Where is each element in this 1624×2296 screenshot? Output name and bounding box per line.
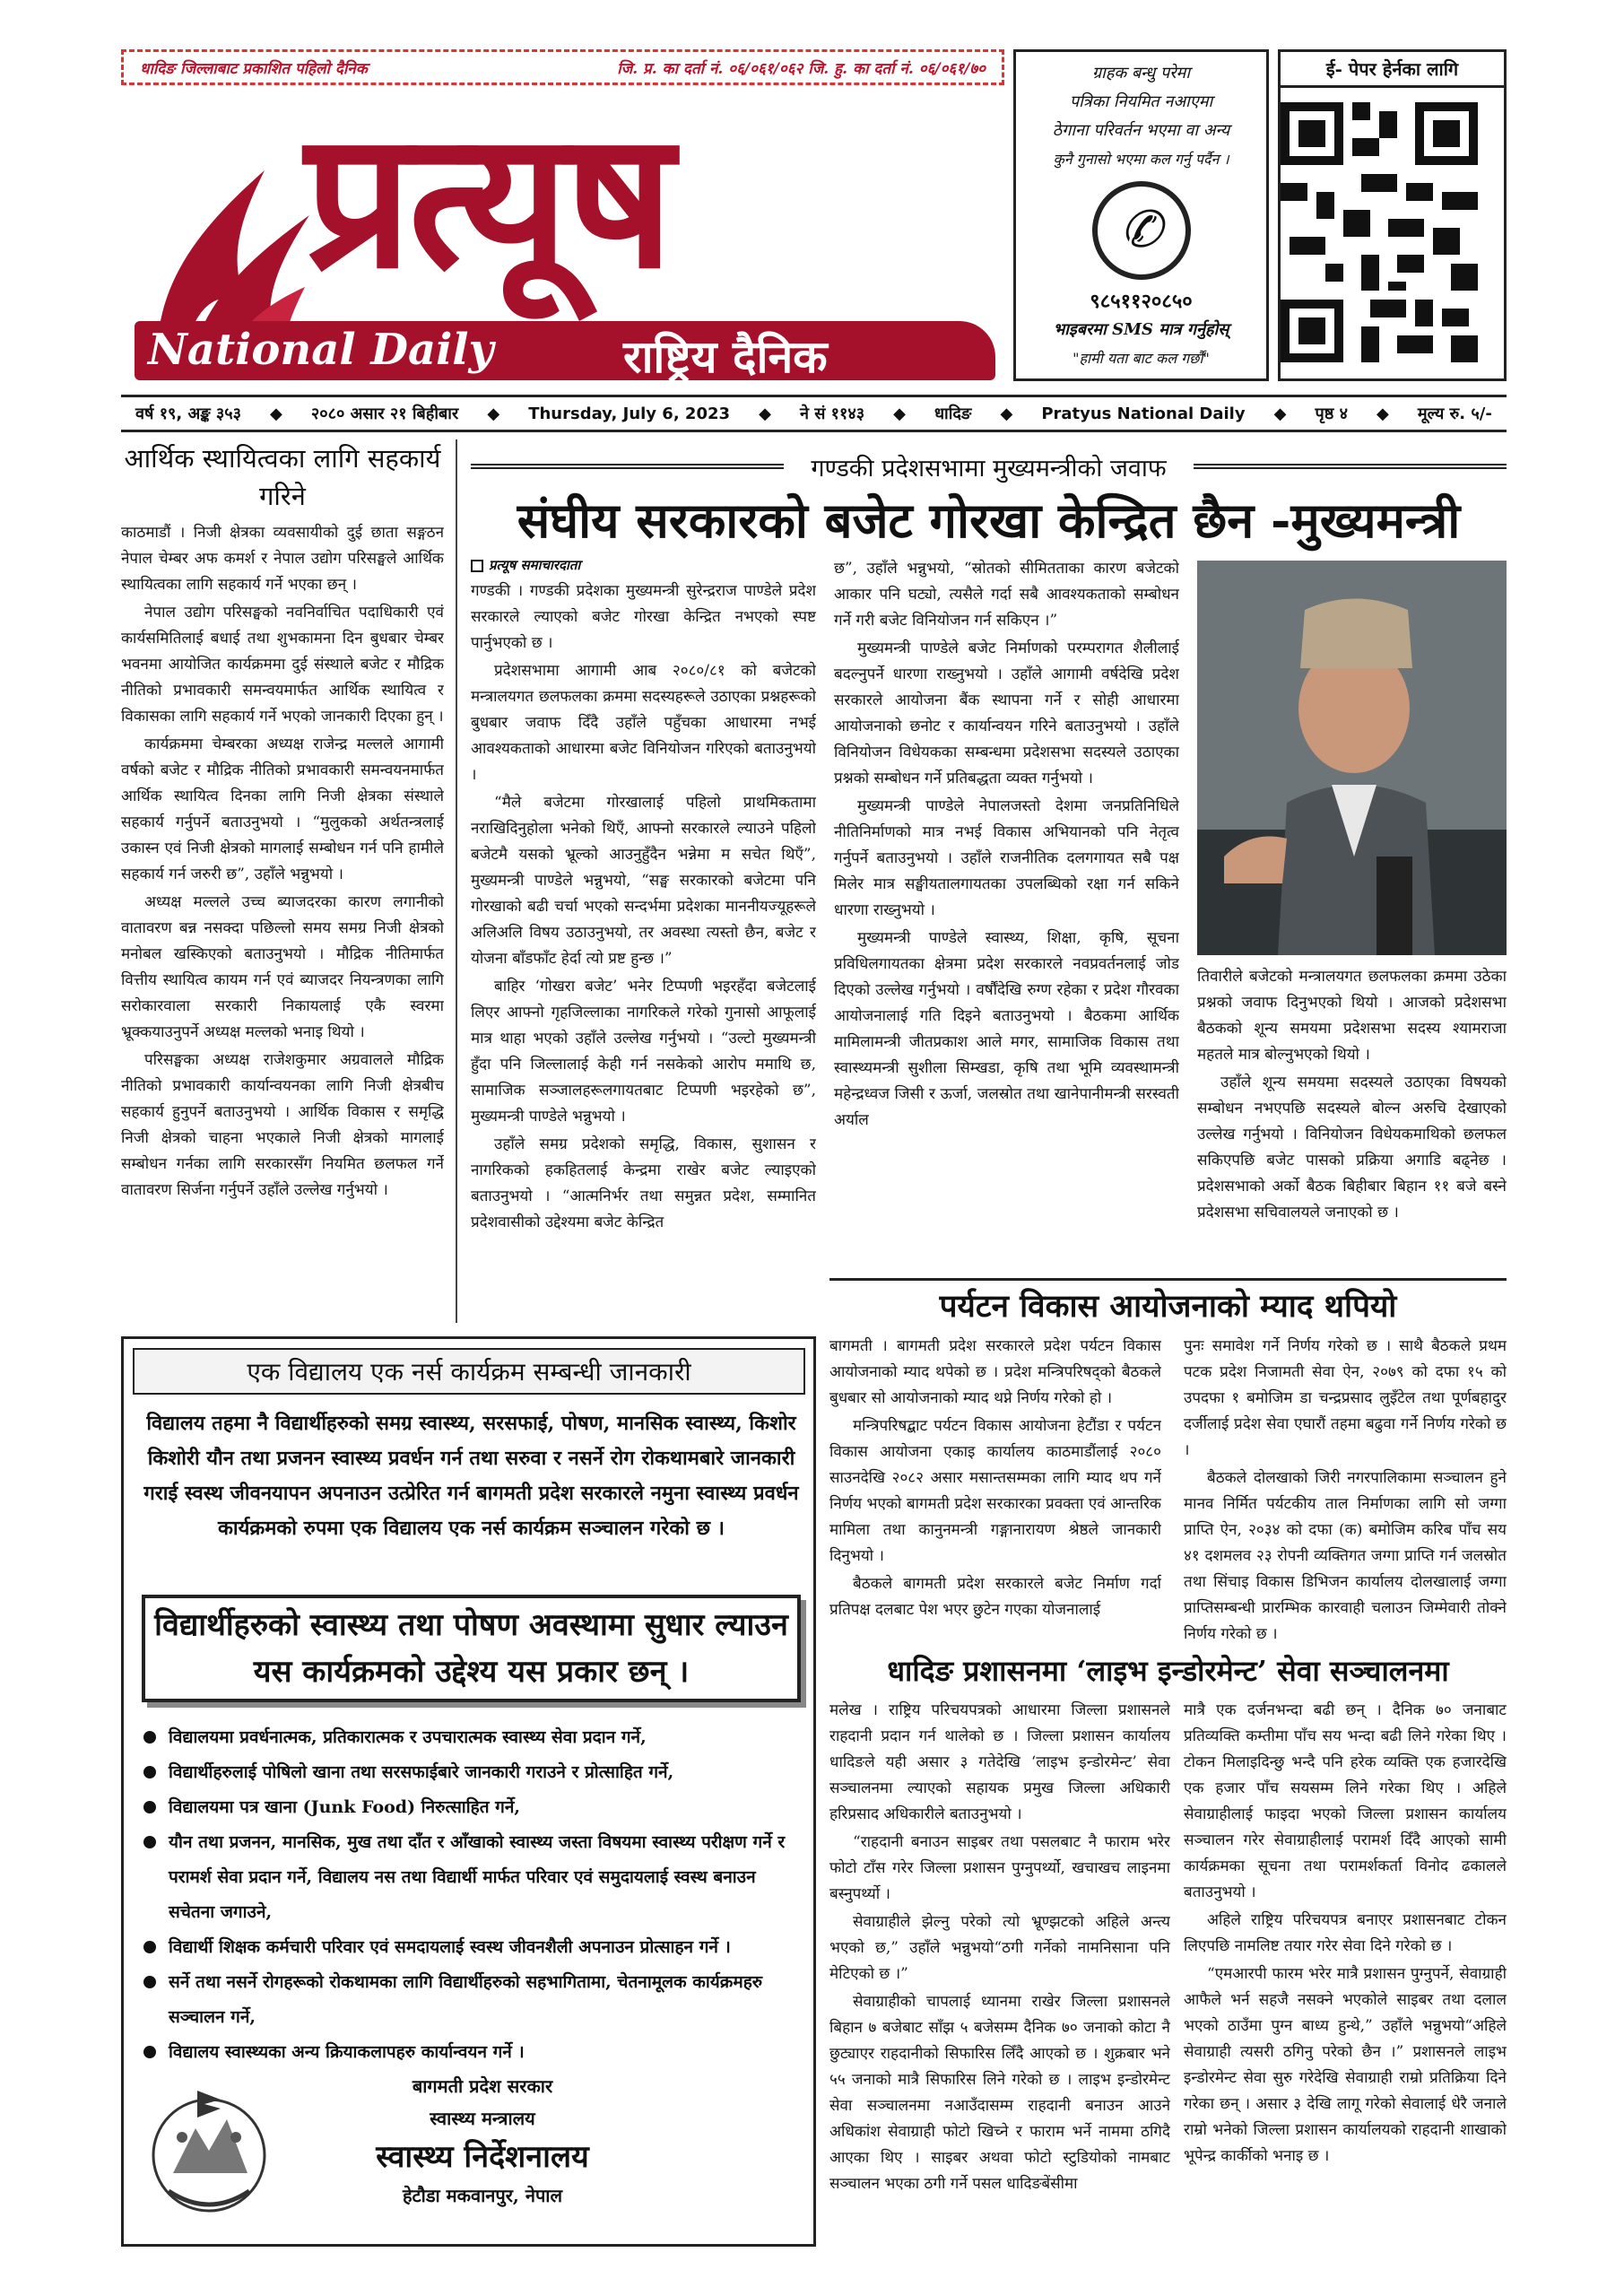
list-item: सर्ने तथा नसर्ने रोगहरूको रोकथामका लागि विद्यार्थीहरुको सहभागितामा, चेतनामूलक कार्यक्रमहरु सञ्चालन गर्ने, bbox=[142, 1965, 805, 2035]
license-col2-para: “एमआरपी फारम भरेर मात्रै प्रशासन पुग्नुपर्ने, सेवाग्राही आफैले भर्न सहजै नसक्ने भएकोले साइबर तथा दलाल भएको ठाउँमा पुग्न बाध्य हुन्थे,” उहाँले भन्नुभयो“अहिले सेवाग्राही त्यसरी ठगिनु परेको छैन ।” प्रशासनले लाइभ इन्डोरमेन्ट सेवा सुरु गरेदेखि सेवाग्राही राम्रो प्रतिक्रिया दिने गरेका छन् । असार ३ देखि लागू गरेको सेवालाई धेरै जनाले राम्रो भनेको जिल्ला प्रशासन कार्यालयको राहदानी शाखाको भूपेन्द्र कार्कीको भनाइ छ । bbox=[1184, 1965, 1507, 2165]
tourism-col1-para: मन्त्रिपरिषद्बाट पर्यटन विकास आयोजना हेटौंडा र पर्यटन विकास आयोजना एकाइ कार्यालय काठमाडौंलाई २०८० साउनदेखि २०८२ असार मसान्तसम्मका लागि म्याद थप गर्ने निर्णय भएको बागमती प्रदेश सरकारका प्रवक्ता एवं आन्तरिक मामिला तथा कानुनमन्त्री गङ्गानारायण श्रेष्ठले जानकारी दिनुभयो । bbox=[829, 1417, 1161, 1565]
main-col2-para: छ”, उहाँले भन्नुभयो, “स्रोतको सीमितताका कारण बजेटको आकार पनि घट्यो, त्यसैले गर्दा सबै आवश्यकताको सम्बोधन गर्ने गरी बजेट विनियोजन गर्न सकिएन ।” bbox=[834, 560, 1179, 630]
list-item: विद्यार्थी शिक्षक कर्मचारी परिवार एवं समदायलाई स्वस्थ जीवनशैली अपनाउन प्रोत्साहन गर्ने । bbox=[142, 1930, 805, 1965]
left-story-para-5: परिसङ्घका अध्यक्ष राजेशकुमार अग्रवालले मौद्रिक नीतिको प्रभावकारी कार्यान्वयनका लागि निजी क्षेत्रबीच सहकार्य हुनुपर्ने बताउनुभयो । आर्थिक विकास र समृद्धि निजी क्षेत्रको चाहना भएकाले निजी क्षेत्रको मागलाई सम्बोधन गर्नका लागि सरकारसँग नियमित छलफल गर्ने वातावरण सिर्जना गर्नुपर्ने उहाँले उल्लेख गर्नुभयो । bbox=[121, 1051, 444, 1199]
column-divider bbox=[456, 439, 457, 1323]
main-story-kicker bbox=[471, 448, 1507, 484]
epaper-box bbox=[1278, 49, 1507, 381]
viber-sms-note: भाइबरमा SMS मात्र गर्नुहोस् bbox=[1053, 320, 1229, 339]
logo-nepali: राष्ट्रिय दैनिक bbox=[623, 330, 828, 383]
notice-objective-line-1: विद्यार्थीहरुको स्वास्थ्य तथा पोषण अवस्थामा सुधार ल्याउन bbox=[154, 1607, 788, 1643]
notice-objective-line-2: यस कार्यक्रमको उद्देश्य यस प्रकार छन् । bbox=[253, 1654, 690, 1690]
phone-icon: ✆ bbox=[1092, 181, 1191, 280]
dateline-paper: Pratyus National Daily bbox=[1041, 404, 1246, 423]
left-story-body bbox=[121, 520, 444, 1323]
license-col1-para: “राहदानी बनाउन साइबर तथा पसलबाट नै फाराम भरेर फोटो टाँस गरेर जिल्ला प्रशासन पुग्नुपर्थ्यो, खचाखच लाइनमा बस्नुपर्थ्यो । bbox=[829, 1833, 1170, 1903]
viber-contact-box bbox=[1013, 49, 1269, 381]
main-story-headline: संघीय सरकारको बजेट गोरखा केन्द्रित छैन -मुख्यमन्त्री bbox=[517, 491, 1461, 549]
logo-english: National Daily bbox=[148, 325, 494, 375]
left-story-para-2: नेपाल उद्योग परिसङ्घको नवनिर्वाचित पदाधिकारी एवं कार्यसमितिलाई बधाई तथा शुभकामना दिन बुधबार चेम्बर भवनमा आयोजित कार्यक्रममा दुई संस्थाले बजेट र मौद्रिक नीतिको प्रभावकारी समन्वयमार्फत आर्थिक स्थायित्व र विकासका लागि सहकार्य गर्ने भएको जानकारी दिएका हुन् । bbox=[121, 604, 444, 726]
main-col2-para: मुख्यमन्त्री पाण्डेले स्वास्थ्य, शिक्षा, कृषि, सूचना प्रविधिलगायतका क्षेत्रमा प्रदेश सरकारले नवप्रवर्तनलाई जोड दिएको उल्लेख गर्नुभयो । वर्षौंदेखि रुग्ण रहेका र प्रदेश गौरवका आयोजनालाई गति दिइने बताउनुभयो । बैठकमा आर्थिक मामिलामन्त्री जीतप्रकाश आले मगर, सामाजिक विकास तथा स्वास्थ्यमन्त्री सुशीला सिम्खडा, कृषि तथा भूमि व्यवस्थामन्त्री महेन्द्रध्वज जिसी र ऊर्जा, जलस्रोत तथा खानेपानीमन्त्री सरस्वती अर्याल bbox=[834, 929, 1179, 1129]
main-col2-para: मुख्यमन्त्री पाण्डेले नेपालजस्तो देशमा जनप्रतिनिधिले नीतिनिर्माणको मात्र नभई विकास अभियानको पनि नेतृत्व गर्नुपर्ने बताउनुभयो । उहाँले राजनीतिक दलगगायत सबै पक्ष मिलेर मात्र सङ्घीयतालगायतका उपलब्धिको रक्षा गर्न सकिने धारणा राख्नुभयो । bbox=[834, 797, 1179, 919]
notice-objective-list bbox=[142, 1720, 805, 2070]
notice-body: विद्यालय तहमा नै विद्यार्थीहरुको समग्र स्वास्थ्य, सरसफाई, पोषण, मानसिक स्वास्थ्य, किशोर किशोरी यौन तथा प्रजनन स्वास्थ्य प्रवर्धन गर्न तथा सरुवा र नसर्ने रोग रोकथामबारे जानकारी गराई स्वस्थ जीवनयापन अपनाउन उत्प्रेरित गर्न बागमती प्रदेश सरकारले नमुना स्वास्थ्य प्रवर्धन कार्यक्रमको रुपमा एक विद्यालय एक नर्स कार्यक्रम सञ्चालन गरेको छ । bbox=[143, 1412, 799, 1540]
list-item: विद्यालय स्वास्थ्यका अन्य क्रियाकलापहरु कार्यान्वयन गर्ने । bbox=[142, 2035, 805, 2070]
masthead-registration-strip bbox=[121, 49, 1004, 85]
license-col1-para: मलेख । राष्ट्रिय परिचयपत्रको आधारमा जिल्ला प्रशासनले राहदानी प्रदान गर्न थालेको छ । जिल्ला प्रशासन कार्यालय धादिङले यही असार ३ गतेदेखि ‘लाइभ इन्डोरमेन्ट’ सेवा सञ्चालनमा ल्याएको सहायक प्रमुख जिल्ला अधिकारी हरिप्रसाद अधिकारीले बताउनुभयो । bbox=[829, 1701, 1170, 1823]
license-col-1 bbox=[829, 1698, 1170, 2249]
main-story-col-1 bbox=[471, 578, 816, 1323]
viber-line-1: ग्राहक बन्धु परेमा bbox=[1092, 64, 1190, 83]
notice-title: एक विद्यालय एक नर्स कार्यक्रम सम्बन्धी जानकारी bbox=[133, 1348, 805, 1395]
main-col1-para: उहाँले समग्र प्रदेशको समृद्धि, विकास, सुशासन र नागरिकको हकहितलाई केन्द्रमा राखेर बजेट ल्याइएको बताउनुभयो । “आत्मनिर्भर तथा समुन्नत प्रदेश, सम्मानित प्रदेशवासीको उद्देश्यमा बजेट केन्द्रित bbox=[471, 1135, 816, 1231]
dateline-english-date: Thursday, July 6, 2023 bbox=[528, 404, 731, 423]
chief-minister-photo bbox=[1197, 561, 1507, 955]
viber-line-2: पत्रिका नियमित नआएमा bbox=[1069, 92, 1213, 111]
tourism-col1-para: बैठकले बागमती प्रदेश सरकारले बजेट निर्माण गर्दा प्रतिपक्ष दलबाट पेश भएर छुटेन गएका योजनालाई bbox=[829, 1575, 1161, 1619]
main-col1-para: गण्डकी । गण्डकी प्रदेशका मुख्यमन्त्री सुरेन्द्रराज पाण्डेले प्रदेश सरकारले ल्याएको बजेट गोरखा केन्द्रित नभएको स्पष्ट पार्नुभएको छ । bbox=[471, 582, 816, 652]
tourism-col2-para: बैठकले दोलखाको जिरी नगरपालिकामा सञ्चालन हुने मानव निर्मित पर्यटकीय ताल निर्माणका लागि सो जग्गा प्राप्ति ऐन, २०३४ को दफा (क) बमोजिम करिब पाँच सय ४१ दशमलव २३ रोपनी व्यक्तिगत जग्गा प्राप्ति गर्न जलस्रोत तथा सिंचाइ विकास डिभिजन कार्यालय दोलखालाई जग्गा प्राप्तिसम्बन्धी प्रारम्भिक कारवाही चलाउन जिम्मेवारी तोक्ने निर्णय गरेको छ । bbox=[1184, 1469, 1507, 1643]
viber-tagline: "हामी यता बाट कल गर्छौं" bbox=[1073, 350, 1210, 367]
tourism-headline: पर्यटन विकास आयोजनाको म्याद थपियो bbox=[939, 1288, 1397, 1325]
dateline-nepali-date: २०८० असार २१ बिहीबार bbox=[310, 404, 459, 423]
main-col2-para: मुख्यमन्त्री पाण्डेले बजेट निर्माणको परम्परागत शैलीलाई बदल्नुपर्ने धारणा राख्नुभयो । उहाँले आगामी वर्षदेखि प्रदेश सरकारले आयोजना बैंक स्थापना गर्ने र सोही आधारमा आयोजनाको छनोट र कार्यान्वयन गरिने बताउनुभयो । उहाँले विनियोजन विधेयकका सम्बन्धमा प्रदेशसभा सदस्यले उठाएका प्रश्नको सम्बोधन गर्ने प्रतिबद्धता व्यक्त गर्नुभयो । bbox=[834, 639, 1179, 787]
license-col1-para: सेवाग्राहीको चापलाई ध्यानमा राखेर जिल्ला प्रशासनले बिहान ७ बजेबाट साँझ ५ बजेसम्म दैनिक ७० जनाको कोटा नै छुट्याएर राहदानीको सिफारिस लिँदै आएको छ । शुक्रबार भने ५५ जनाको मात्रै सिफारिस लिने गरेको छ । लाइभ इन्डोरमेन्ट सेवा सञ्चालनमा नआउँदासम्म राहदानी बनाउन आउने अधिकांश सेवाग्राही फोटो खिच्ने र फाराम भर्ने नाममा ठगिदै आएका थिए । साइबर अथवा फोटो स्टुडियोको नामबाट सञ्चालन भएका ठगी गर्ने पसल धादिङबेंसीमा bbox=[829, 1993, 1170, 2193]
notice-objective-box bbox=[142, 1595, 801, 1702]
dateline-page: पृष्ठ ४ bbox=[1315, 404, 1348, 423]
tourism-divider bbox=[829, 1278, 1507, 1281]
viber-line-4: कुनै गुनासो भएमा कल गर्नु पर्दैन । bbox=[1053, 151, 1229, 168]
left-story-para-1: काठमाडौं । निजी क्षेत्रका व्यवसायीको दुई छाता सङ्गठन नेपाल चेम्बर अफ कमर्श र नेपाल उद्योग परिसङ्घले आर्थिक स्थायित्वका लागि सहकार्य गर्ने भएका छन् । bbox=[121, 524, 444, 594]
main-col3-para: उहाँले शून्य समयमा सदस्यले उठाएका विषयको सम्बोधन नभएपछि सदस्यले बोल्न अरुचि देखाएको उल्लेख गर्नुभयो । विनियोजन विधेयकमाथिको छलफल सकिएपछि बजेट पासको प्रक्रिया अगाडि बढ्नेछ । प्रदेशसभाको अर्को बैठक बिहीबार बिहान ११ बजे बस्ने प्रदेशसभा सचिवालयले जनाएको छ । bbox=[1197, 1074, 1507, 1222]
license-headline: धादिङ प्रशासनमा ‘लाइभ इन्डोरमेन्ट’ सेवा सञ्चालनमा bbox=[887, 1654, 1449, 1688]
main-col1-para: प्रदेशसभामा आगामी आब २०८०/८१ को बजेटको मन्त्रालयगत छलफलका क्रममा सदस्यहरूले उठाएका प्रश्नहरूको बुधबार जवाफ दिँदै उहाँले पहुँचका आधारमा नभई आवश्यकताको आधारमा बजेट विनियोजन गरिएको बताउनुभयो । bbox=[471, 662, 816, 784]
logo-wordmark: प्रत्यूष bbox=[305, 90, 671, 310]
list-item: विद्यार्थीहरुलाई पोषिलो खाना तथा सरसफाईबारे जानकारी गराउने र प्रोत्साहित गर्ने, bbox=[142, 1755, 805, 1790]
masthead-registration: जि. प्र. का दर्ता नं. ०६/०६१/०६२ जि. हु. का दर्ता नं. ०६/०६१/७० bbox=[617, 59, 986, 78]
square-bullet-icon bbox=[471, 560, 483, 572]
license-col2-para: मात्रै एक दर्जनभन्दा बढी छन् । दैनिक ७० जनाबाट प्रतिव्यक्ति कम्तीमा पाँच सय भन्दा बढी लिने गरेका थिए । टोकन मिलाइदिन्छु भन्दै पनि हरेक व्यक्ति एक हजारदेखि एक हजार पाँच सयसम्म लिने गरेका थिए । अहिले सेवाग्राहीलाई फाइदा भएको जिल्ला प्रशासन कार्यालय सञ्चालन गरेर सेवाग्राहीलाई परामर्श दिँदै आएको सामी कार्यक्रमका सूचना तथा परामर्शकर्ता विनोद ढकालले बताउनुभयो । bbox=[1184, 1701, 1507, 1901]
main-story-kicker-text: गण्डकी प्रदेशसभामा मुख्यमन्त्रीको जवाफ bbox=[811, 454, 1167, 483]
notice-footer bbox=[303, 2070, 662, 2212]
main-col1-para: “मैले बजेटमा गोरखालाई पहिलो प्राथमिकतामा नराखिदिनुहोला भनेको थिएँ, आफ्नो सरकारले ल्याउने पहिलो बजेटमै यसको भ्रूल्को आउनुहुँदैन भन्नेमा म सचेत थिएँ”, मुख्यमन्त्री पाण्डेले भन्नुभयो, “सङ्घ सरकारको बजेटमा पनि गोरखाको बढी चर्चा भएको सन्दर्भमा प्रदेशका माननीयज्यूहरूले अलिअलि विषय उठाउनुभयो, तर अवस्था त्यस्तो छैन, बजेट र योजना बाँडफाँट हेर्दा त्यो प्रष्ट हुन्छ ।” bbox=[471, 794, 816, 968]
tourism-col2-para: पुनः समावेश गर्ने निर्णय गरेको छ । साथै बैठकले प्रथम पटक प्रदेश निजामती सेवा ऐन, २०७९ को दफा १५ को उपदफा १ बमोजिम डा चन्द्रप्रसाद लुइँटेल तथा पूर्णबहादुर दर्जीलाई प्रदेश सेवा एघारौं तहमा बढुवा गर्ने निर्णय गरेको छ । bbox=[1184, 1337, 1507, 1459]
main-col1-para: बाहिर ‘गोखरा बजेट’ भनेर टिप्पणी भइरहँदा बजेटलाई लिएर आफ्नो गृहजिल्लाका नागरिकले गरेको गुनासो आफूलाई मात्र थाहा भएको उहाँले उल्लेख गर्नुभयो । “उल्टो मुख्यमन्त्री हुँदा पनि जिल्लालाई केही गर्न नसकेको आरोप ममाथि छ, सामाजिक सञ्जालहरूलगायतबाट टिप्पणी भइरहेको छ”, मुख्यमन्त्री पाण्डेले भन्नुभयो । bbox=[471, 978, 816, 1126]
notice-footer-address: हेटौडा मकवानपुर, नेपाल bbox=[402, 2185, 563, 2206]
license-col1-para: सेवाग्राहीले झेल्नु परेको त्यो भ्रूण्झटको अहिले अन्त्य भएको छ,” उहाँले भन्नुभयो“ठगी गर्नेको नामनिसाना पनि मेटिएको छ ।” bbox=[829, 1913, 1170, 1983]
notice-footer-gov: बागमती प्रदेश सरकार bbox=[412, 2075, 553, 2097]
nepal-emblem-icon bbox=[142, 2074, 276, 2227]
list-item: विद्यालयमा प्रवर्धनात्मक, प्रतिकारात्मक र उपचारात्मक स्वास्थ्य सेवा प्रदान गर्ने, bbox=[142, 1720, 805, 1755]
list-item: विद्यालयमा पत्र खाना (Junk Food) निरुत्साहित गर्ने, bbox=[142, 1790, 805, 1825]
license-col-2 bbox=[1184, 1698, 1507, 2249]
dateline-volume: वर्ष १९, अङ्क ३५३ bbox=[135, 404, 242, 423]
tourism-col-2 bbox=[1184, 1334, 1507, 1657]
masthead-tagline: धादिङ जिल्लाबाट प्रकाशित पहिलो दैनिक bbox=[140, 59, 368, 78]
main-story-byline-text: प्रत्यूष समाचारदाता bbox=[489, 557, 581, 573]
left-story-para-3: कार्यक्रममा चेम्बरका अध्यक्ष राजेन्द्र मल्लले आगामी वर्षको बजेट र मौद्रिक नीतिको प्रभावकारी समन्वयनमार्फत आर्थिक स्थायित्व दिनका लागि निजी क्षेत्रका संस्थाले सहकार्य गर्नुपर्ने बताउनुभयो । “मुलुकको अर्थतन्त्रलाई उकास्न एवं निजी क्षेत्रको मागलाई सम्बोधन गर्न पनि हामीले सहकार्य गर्न जरुरी छ”, उहाँले भन्नुभयो । bbox=[121, 735, 444, 883]
dateline-bar: वर्ष १९, अङ्क ३५३ ◆ २०८० असार २१ बिहीबार ◆ Thursday, July 6, 2023 ◆ ने सं ११४३ ◆ धादिङ ◆ Pratyus National Daily ◆ पृष्ठ ४ ◆ मूल्य रु. ५/- bbox=[121, 395, 1507, 432]
dateline-nepal-samvat: ने सं ११४३ bbox=[799, 404, 865, 423]
main-col3-para: तिवारीले बजेटको मन्त्रालयगत छलफलका क्रममा उठेका प्रश्नको जवाफ दिनुभएको थियो । आजको प्रदेशसभा बैठकको शून्य समयमा प्रदेशसभा सदस्य श्यामराजा महतले मात्र बोल्नुभएको थियो । bbox=[1197, 968, 1507, 1064]
tourism-col1-para: बागमती । बागमती प्रदेश सरकारले प्रदेश पर्यटन विकास आयोजनाको म्याद थपेको छ । प्रदेश मन्त्रिपरिषद्को बैठकले बुधबार सो आयोजनाको म्याद थप्ने निर्णय गरेको हो । bbox=[829, 1337, 1161, 1407]
viber-number: ९८५११२०८५० bbox=[1090, 290, 1193, 313]
qr-code-icon[interactable] bbox=[1281, 102, 1478, 362]
epaper-title: ई- पेपर हेर्नका लागि bbox=[1281, 52, 1504, 88]
main-story-byline bbox=[471, 556, 580, 574]
viber-line-3: ठेगाना परिवर्तन भएमा वा अन्य bbox=[1052, 121, 1230, 140]
notice-footer-dept: स्वास्थ्य निर्देशनालय bbox=[376, 2139, 589, 2175]
school-nurse-notice bbox=[121, 1336, 816, 2247]
left-story-headline: आर्थिक स्थायित्वका लागि सहकार्य गरिने bbox=[124, 443, 441, 511]
license-col2-para: अहिले राष्ट्रिय परिचयपत्र बनाएर प्रशासनबाट टोकन लिएपछि नामलिष्ट तयार गरेर सेवा दिने गरेको छ । bbox=[1184, 1911, 1507, 1955]
list-item: यौन तथा प्रजनन, मानसिक, मुख तथा दाँत र आँखाको स्वास्थ्य जस्ता विषयमा स्वास्थ्य परीक्षण गर्ने र परामर्श सेवा प्रदान गर्ने, विद्यालय नस तथा विद्यार्थी मार्फत परिवार एवं समुदायलाई स्वस्थ बनाउन सचेतना जगाउने, bbox=[142, 1825, 805, 1930]
speaker-photo-icon bbox=[1197, 561, 1507, 955]
main-story-col-3 bbox=[1197, 964, 1507, 1274]
left-story-para-4: अध्यक्ष मल्लले उच्च ब्याजदरका कारण लगानीको वातावरण बन्न नसक्दा पछिल्लो समय समग्र निजी क्षेत्रको मनोबल खस्किएको बताउनुभयो । मौद्रिक नीतिमार्फत वित्तीय स्थायित्व कायम गर्न एवं ब्याजदर नियन्त्रणका लागि सरोकारवाला सरकारी निकायलाई एकै स्वरमा भ्रूक्कयाउनुपर्ने अध्यक्ष मल्लको भनाइ थियो । bbox=[121, 893, 444, 1041]
dateline-price: मूल्य रु. ५/- bbox=[1417, 404, 1492, 423]
main-story-col-2 bbox=[834, 556, 1179, 1274]
dateline-place: धादिङ bbox=[934, 404, 972, 423]
tourism-col-1 bbox=[829, 1334, 1161, 1657]
notice-footer-ministry: स्वास्थ्य मन्त्रालय bbox=[430, 2108, 535, 2129]
newspaper-logo bbox=[121, 90, 1004, 386]
